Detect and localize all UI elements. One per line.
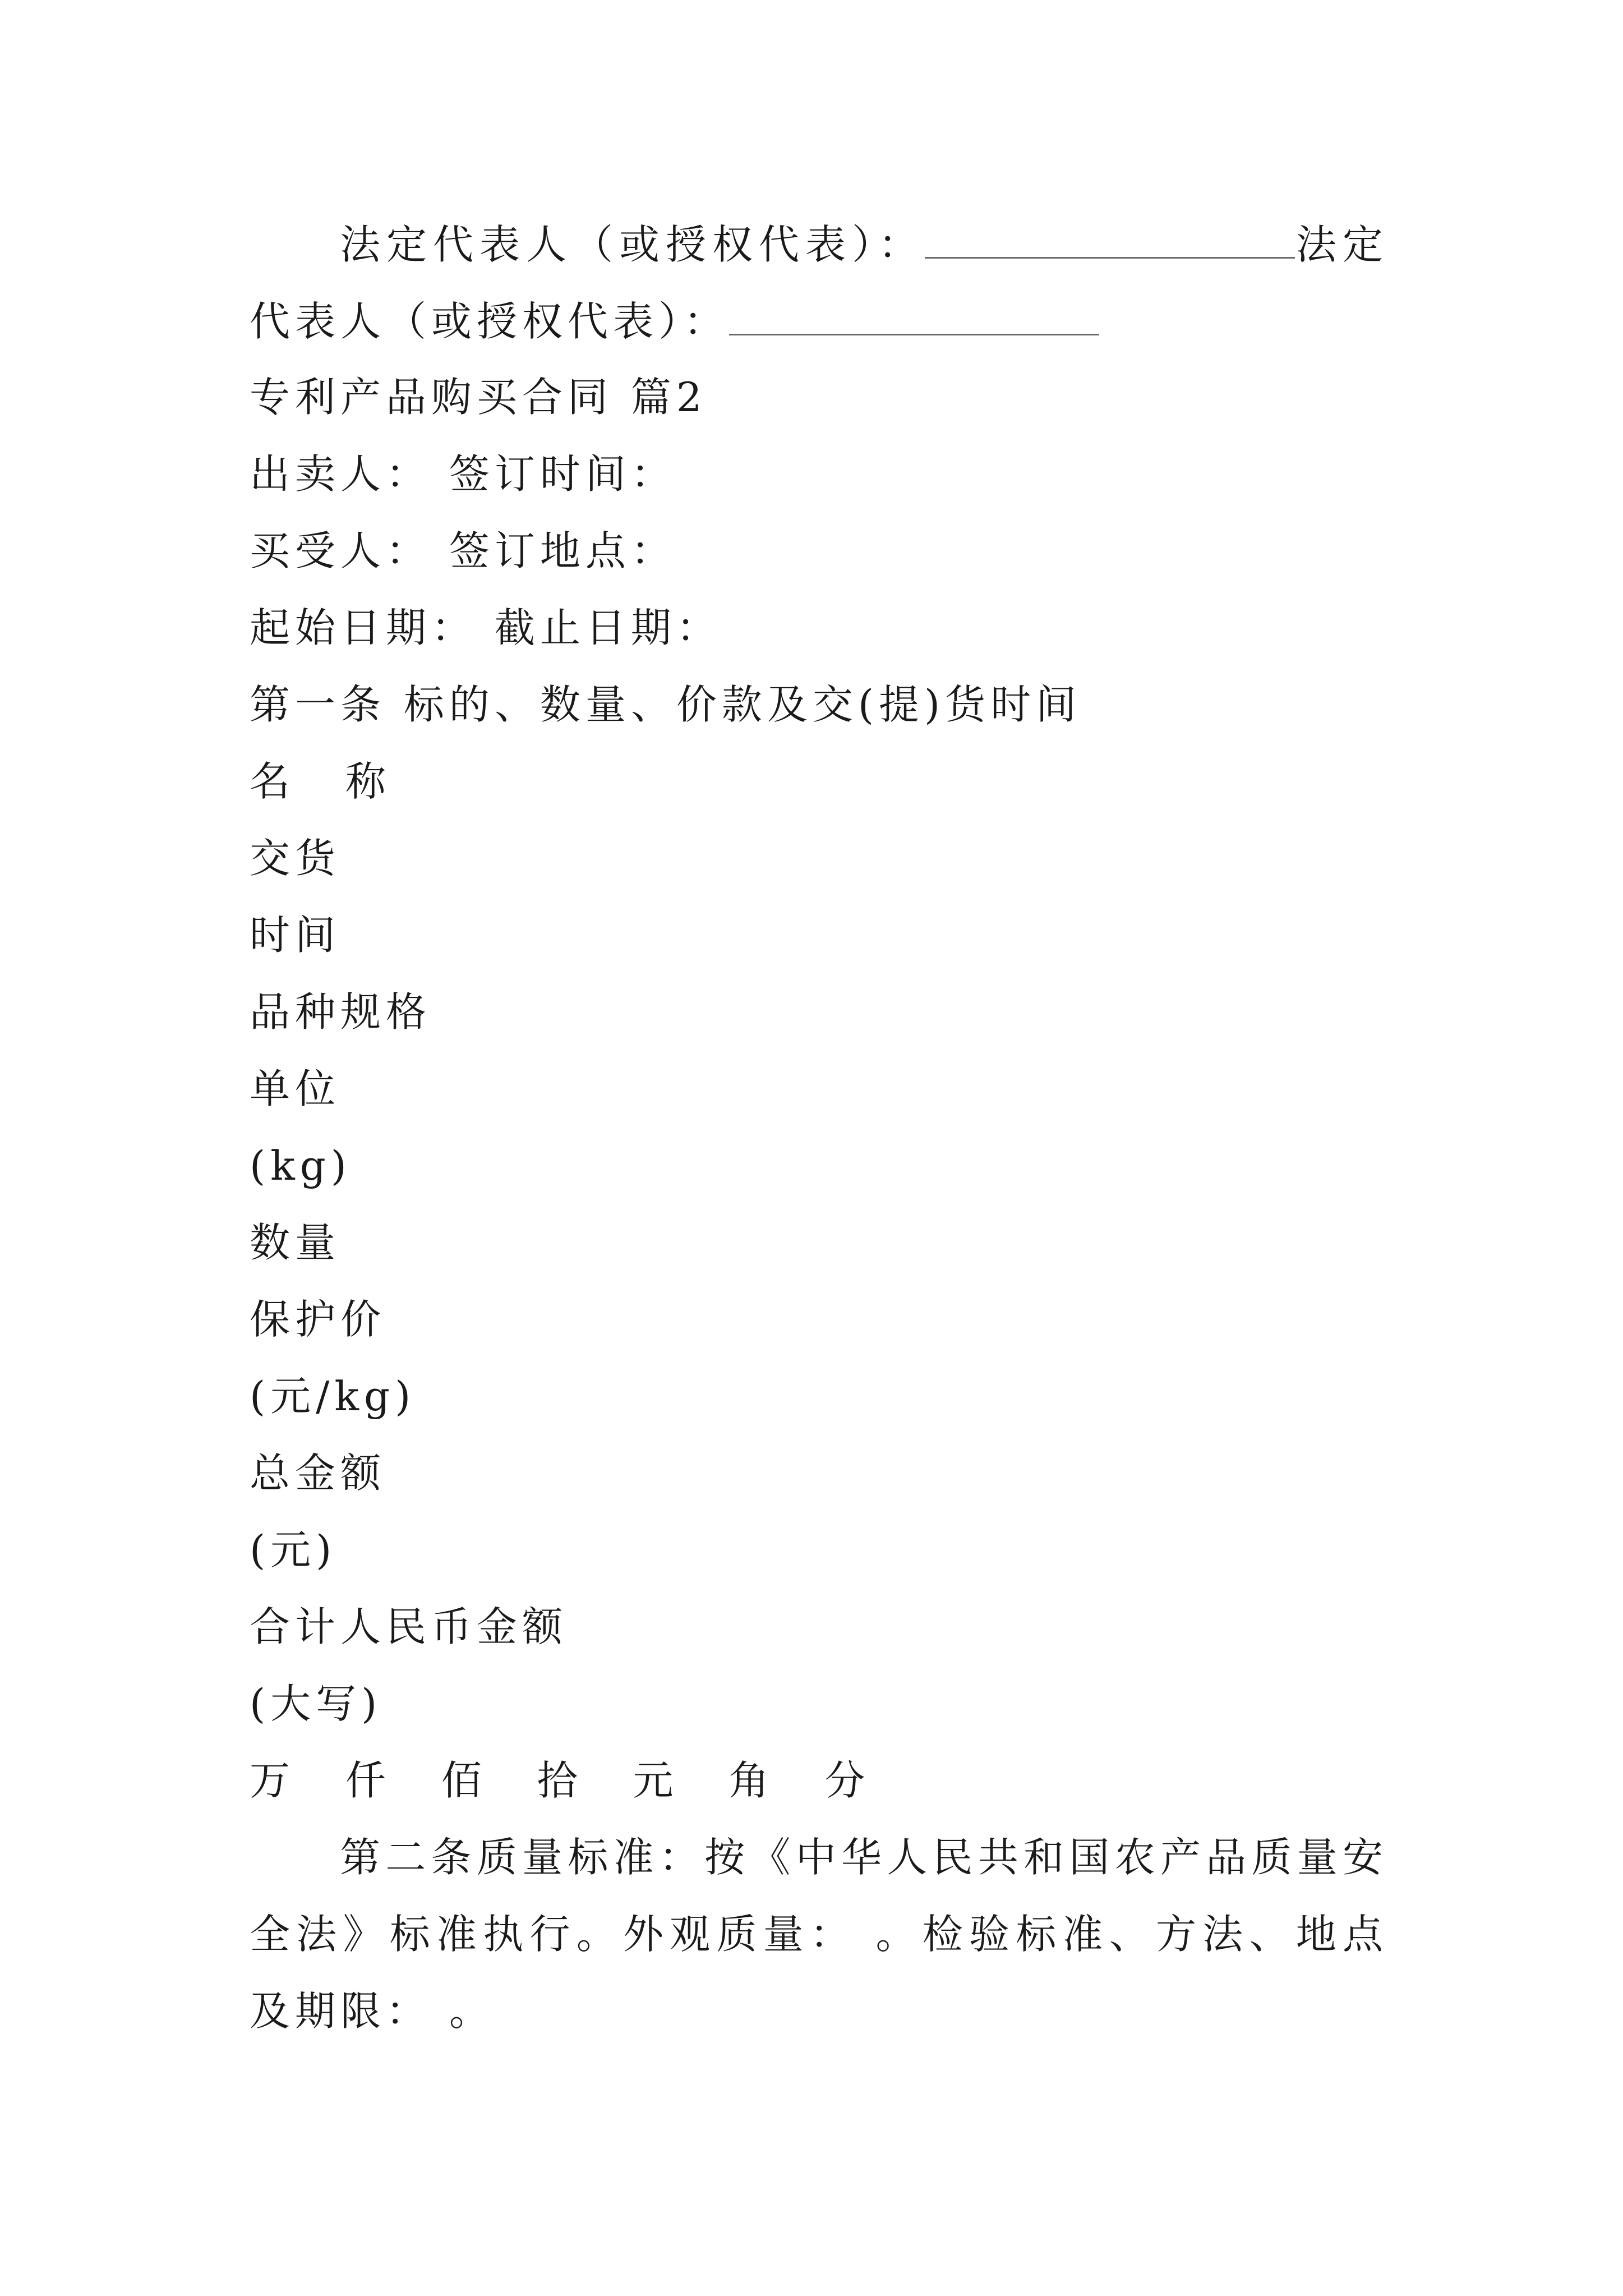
table-header-delivery: 交货 [250,835,341,882]
table-header-time: 时间 [250,912,341,959]
section-title-contract-2: 专利产品购买合同 篇2 [250,374,707,421]
table-header-quantity: 数量 [250,1219,341,1266]
table-header-spec: 品种规格 [250,988,432,1036]
date-range-line: 起始日期： 截止日期： [250,604,722,651]
table-header-unit: 单位 [250,1065,341,1112]
representative-signature-line [250,206,1388,360]
rep-label-a: 法定代表人（或授权代表）： [340,221,925,268]
buyer-line: 买受人： 签订地点： [250,527,676,574]
table-header-total: 总金额 [250,1450,386,1497]
clause-1-heading: 第一条 标的、数量、价款及交(提)货时间 [250,681,1082,728]
currency-units-line: 万 仟 佰 拾 元 角 分 [250,1757,887,1804]
table-header-name: 名 称 [250,758,407,805]
total-rmb-label: 合计人民币金额 [250,1603,568,1650]
table-header-price-unit: (元/kg) [250,1373,416,1420]
table-header-unit-kg: (kg) [250,1142,352,1189]
clause-2-quality-standard: 第二条质量标准：按《中华人民共和国农产品质量安全法》标准执行。外观质量： 。检验标准、方法、地点及期限： 。 [250,1834,1388,2035]
signature-blank-b [729,295,1099,335]
signature-blank-a [925,218,1295,259]
rep-label-b: 法定代表人（或授权代表）： [250,221,1388,345]
seller-line: 出卖人： 签订时间： [250,450,676,498]
table-header-protect-price: 保护价 [250,1296,386,1343]
table-header-total-unit: (元) [250,1526,337,1573]
total-rmb-capital: (大写) [250,1680,382,1727]
